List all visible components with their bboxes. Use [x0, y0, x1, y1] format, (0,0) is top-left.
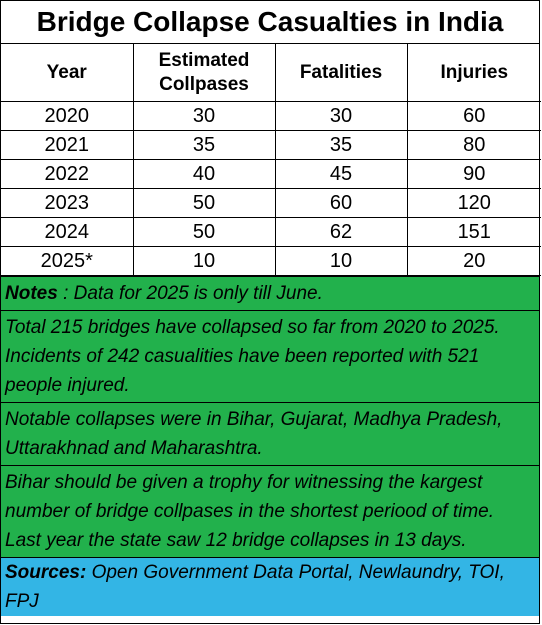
- cell-collapses: 30: [133, 102, 275, 131]
- table-row: [1, 160, 541, 189]
- header-year: Year: [1, 44, 133, 102]
- cell-fatalities: 45: [275, 160, 407, 189]
- notes-first-text: : Data for 2025 is only till June.: [57, 283, 323, 304]
- cell-year: 2024: [1, 218, 133, 247]
- table-row: [1, 102, 541, 131]
- sheet-title: Bridge Collapse Casualties in India: [1, 1, 539, 44]
- cell-year: 2023: [1, 189, 133, 218]
- cell-injuries: 20: [407, 247, 541, 276]
- note-item: Notable collapses were in Bihar, Gujarat, Madhya Pradesh, Uttarakhnad and Maharashtra.: [1, 402, 539, 465]
- cell-collapses: 10: [133, 247, 275, 276]
- notes-first: [1, 276, 539, 310]
- sources: [1, 557, 539, 616]
- cell-injuries: 151: [407, 218, 541, 247]
- sources-text: Open Government Data Portal, Newlaundry, TOI, FPJ: [5, 562, 505, 612]
- cell-injuries: 120: [407, 189, 541, 218]
- note-item: Total 215 bridges have collapsed so far from 2020 to 2025. Incidents of 242 casualities have been reported with 521 people injured.: [1, 310, 539, 402]
- cell-fatalities: 10: [275, 247, 407, 276]
- table-row: [1, 218, 541, 247]
- cell-year: 2020: [1, 102, 133, 131]
- header-collapses-line1: Estimated: [158, 49, 250, 71]
- header-fatalities: Fatalities: [275, 44, 407, 102]
- cell-year: 2025*: [1, 247, 133, 276]
- cell-fatalities: 30: [275, 102, 407, 131]
- table-row: [1, 189, 541, 218]
- notes-label: Notes: [5, 283, 58, 304]
- header-estimated-collapses: [133, 44, 275, 102]
- cell-injuries: 90: [407, 160, 541, 189]
- cell-collapses: 35: [133, 131, 275, 160]
- header-injuries: Injuries: [407, 44, 541, 102]
- cell-collapses: 50: [133, 189, 275, 218]
- cell-fatalities: 60: [275, 189, 407, 218]
- header-collapses-line2: Collpases: [159, 73, 249, 95]
- note-item: Bihar should be given a trophy for witnessing the kargest number of bridge collpases in the shortest periood of time. Last year the state saw 12 bridge collapses in 13 days.: [1, 465, 539, 557]
- cell-year: 2021: [1, 131, 133, 160]
- table-row: [1, 247, 541, 276]
- sources-label: Sources:: [5, 562, 87, 583]
- table-header-row: [1, 44, 541, 102]
- cell-fatalities: 35: [275, 131, 407, 160]
- casualties-table: [1, 44, 541, 276]
- cell-injuries: 60: [407, 102, 541, 131]
- table-row: [1, 131, 541, 160]
- cell-year: 2022: [1, 160, 133, 189]
- cell-injuries: 80: [407, 131, 541, 160]
- cell-collapses: 40: [133, 160, 275, 189]
- cell-collapses: 50: [133, 218, 275, 247]
- cell-fatalities: 62: [275, 218, 407, 247]
